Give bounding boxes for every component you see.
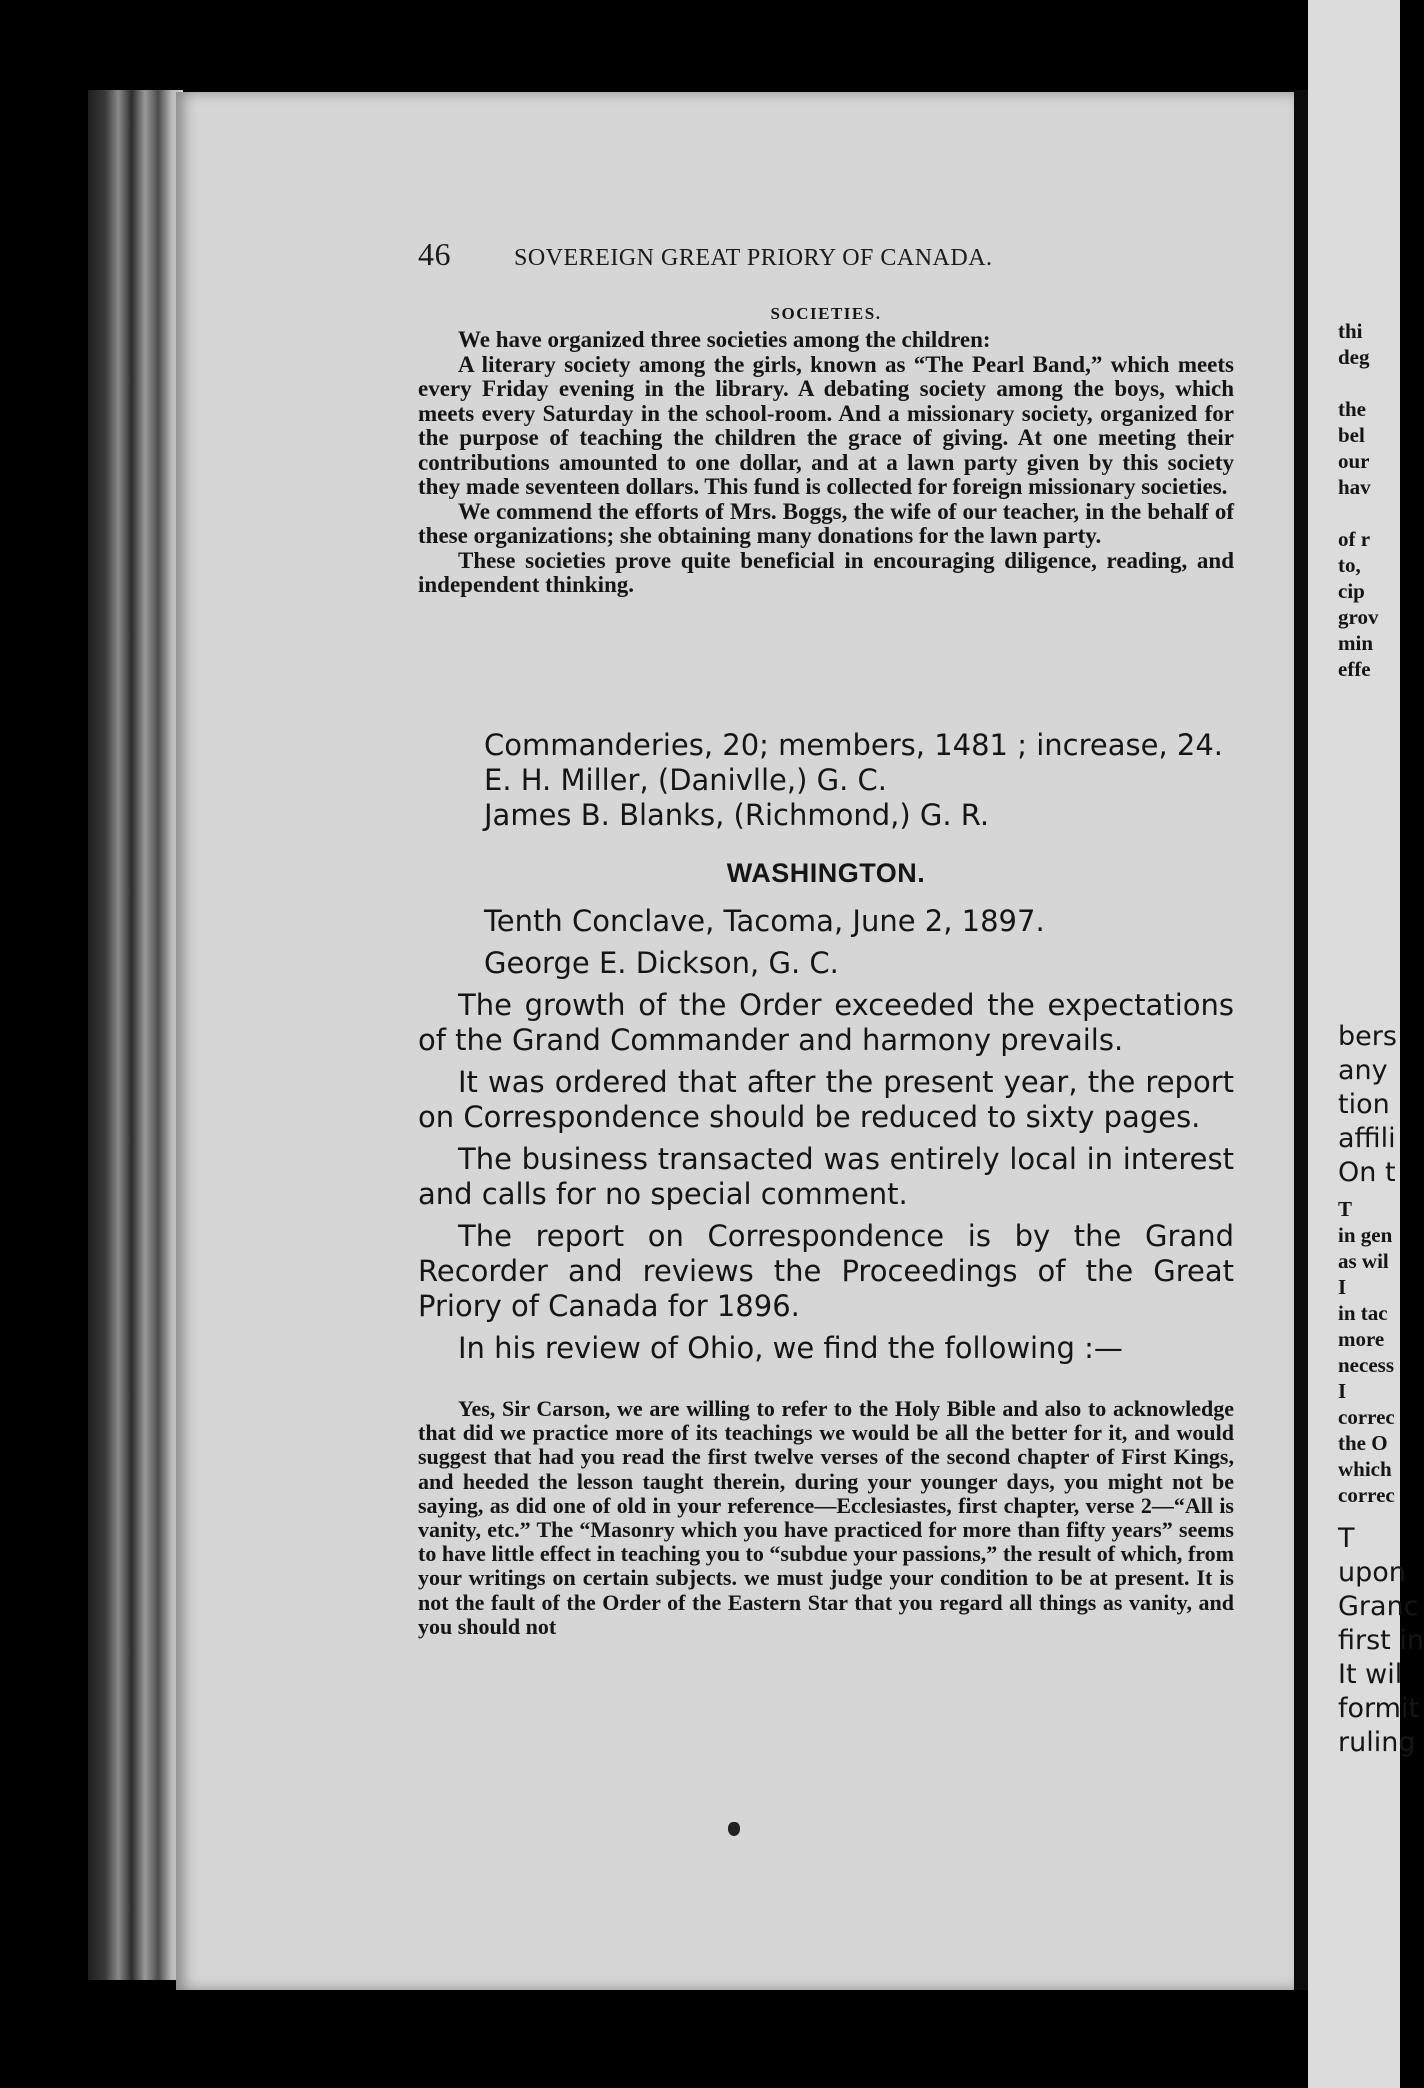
facing-page-fragment: Granc xyxy=(1338,1591,1419,1622)
facing-page-fragment: the O xyxy=(1338,1431,1388,1455)
facing-page-fragment: I xyxy=(1338,1379,1347,1403)
facing-page-fragment: T xyxy=(1338,1197,1353,1221)
grand-commander-line: George E. Dickson, G. C. xyxy=(484,946,839,980)
stats-line: Commanderies, 20; members, 1481 ; increase, 24. xyxy=(484,728,1224,762)
book-binding-edge xyxy=(88,90,183,1980)
facing-page-fragment: bers xyxy=(1338,1021,1397,1052)
societies-section xyxy=(418,304,1234,598)
facing-page-fragment: necess xyxy=(1338,1353,1394,1377)
societies-paragraph: We have organized three societies among the children: xyxy=(458,327,991,352)
quoted-passage xyxy=(418,1397,1234,1639)
facing-page-middle-fragments xyxy=(1338,1020,1397,1190)
ornament-mark xyxy=(728,1822,740,1836)
facing-page-fragment: T xyxy=(1338,1523,1355,1554)
page-number: 46 xyxy=(418,236,451,272)
facing-page-fragment: as wil xyxy=(1338,1249,1389,1273)
facing-page-fragment: upon xyxy=(1338,1557,1406,1588)
facing-page-fragment xyxy=(1338,370,1378,396)
facing-page-fragment: more xyxy=(1338,1327,1385,1351)
facing-page-fragment: bel xyxy=(1338,423,1365,447)
facing-page-fragment: On t xyxy=(1338,1157,1396,1188)
societies-paragraph: A literary society among the girls, known as “The Pearl Band,” which meets every Friday evening in the library. A debating society among the boys, which meets every Saturday in the school-room. And a missionary society, organized for the purpose of teaching the children the grace of giving. At one meeting their contributions amounted to one dollar, and at a lawn party given by this society they made seventeen dollars. This fund is collected for foreign missionary societies. xyxy=(418,351,1234,499)
grand-commander-line: E. H. Miller, (Danivlle,) G. C. xyxy=(484,763,887,797)
facing-page-fragment: hav xyxy=(1338,475,1371,499)
grand-recorder-line: James B. Blanks, (Richmond,) G. R. xyxy=(484,798,990,832)
facing-page-fragment: deg xyxy=(1338,345,1370,369)
facing-page-fragment: the xyxy=(1338,397,1366,421)
facing-page-fragment: to, xyxy=(1338,553,1361,577)
facing-page-fragment: in gen xyxy=(1338,1223,1393,1247)
washington-paragraph: The business transacted was entirely local in interest and calls for no special comment. xyxy=(418,1142,1234,1211)
facing-page-small-fragments xyxy=(1338,1196,1395,1508)
facing-page-fragment: I xyxy=(1338,1275,1347,1299)
washington-paragraph: The report on Correspondence is by the Grand Recorder and reviews the Proceedings of the Great Priory of Canada for 1896. xyxy=(418,1219,1234,1323)
facing-page-fragment: effe xyxy=(1338,657,1371,681)
facing-page-fragment: ruling xyxy=(1338,1727,1416,1758)
facing-page-fragment: our xyxy=(1338,449,1370,473)
societies-paragraph: These societies prove quite beneficial in encouraging diligence, reading, and independent thinking. xyxy=(418,547,1234,597)
facing-page-fragment: formit xyxy=(1338,1693,1420,1724)
societies-title: SOCIETIES. xyxy=(770,304,882,323)
facing-page-fragment: correc xyxy=(1338,1483,1395,1507)
running-title: SOVEREIGN GREAT PRIORY OF CANADA. xyxy=(514,245,993,271)
facing-page-fragment: any xyxy=(1338,1055,1388,1086)
facing-page-fragment: cip xyxy=(1338,579,1365,603)
facing-page-fragment: affili xyxy=(1338,1123,1396,1154)
washington-paragraph: It was ordered that after the present year, the report on Correspondence should be reduced to sixty pages. xyxy=(418,1065,1234,1134)
societies-paragraph: We commend the efforts of Mrs. Boggs, the wife of our teacher, in the behalf of these organizations; she obtaining many donations for the lawn party. xyxy=(418,498,1234,548)
facing-page-bottom-fragments xyxy=(1338,1522,1424,1760)
facing-page-fragment: in tac xyxy=(1338,1301,1388,1325)
facing-page-fragment: tion xyxy=(1338,1089,1390,1120)
facing-page-fragment: of r xyxy=(1338,527,1371,551)
washington-section xyxy=(418,904,1234,1373)
facing-page-fragment: thi xyxy=(1338,319,1363,343)
conclave-line: Tenth Conclave, Tacoma, June 2, 1897. xyxy=(484,904,1045,938)
facing-page-fragment: correc xyxy=(1338,1405,1395,1429)
virginia-stats xyxy=(418,728,1234,833)
facing-page-fragment xyxy=(1338,500,1378,526)
running-header xyxy=(418,236,1138,273)
section-heading-washington: WASHINGTON. xyxy=(726,858,926,888)
facing-page-fragment: min xyxy=(1338,631,1374,655)
facing-page-top-fragments xyxy=(1338,318,1378,682)
quote-paragraph: Yes, Sir Carson, we are willing to refer to the Holy Bible and also to acknowledge that did we practice more of its teachings we would be all the better for it, and would suggest that had you read the first twelve verses of the second chapter of First Kings, and heeded the lesson taught therein, during your younger days, you might not be saying, as did one of old in your reference—Ecclesiastes, first chapter, verse 2—“All is vanity, etc.” The “Masonry which you have practiced for more than fifty years” seems to have little effect in teaching you to “subdue your passions,” the result of which, from your writings on certain subjects. we must judge your condition to be at present. It is not the fault of the Order of the Eastern Star that you regard all things as vanity, and you should not xyxy=(418,1396,1234,1639)
facing-page-fragment: It wil xyxy=(1338,1659,1403,1690)
facing-page-fragment: which xyxy=(1338,1457,1392,1481)
washington-paragraph: In his review of Ohio, we find the following :— xyxy=(458,1331,1123,1365)
facing-page-fragment: first in xyxy=(1338,1625,1424,1656)
facing-page-fragment: grov xyxy=(1338,605,1379,629)
washington-paragraph: The growth of the Order exceeded the expectations of the Grand Commander and harmony prevails. xyxy=(418,988,1234,1057)
